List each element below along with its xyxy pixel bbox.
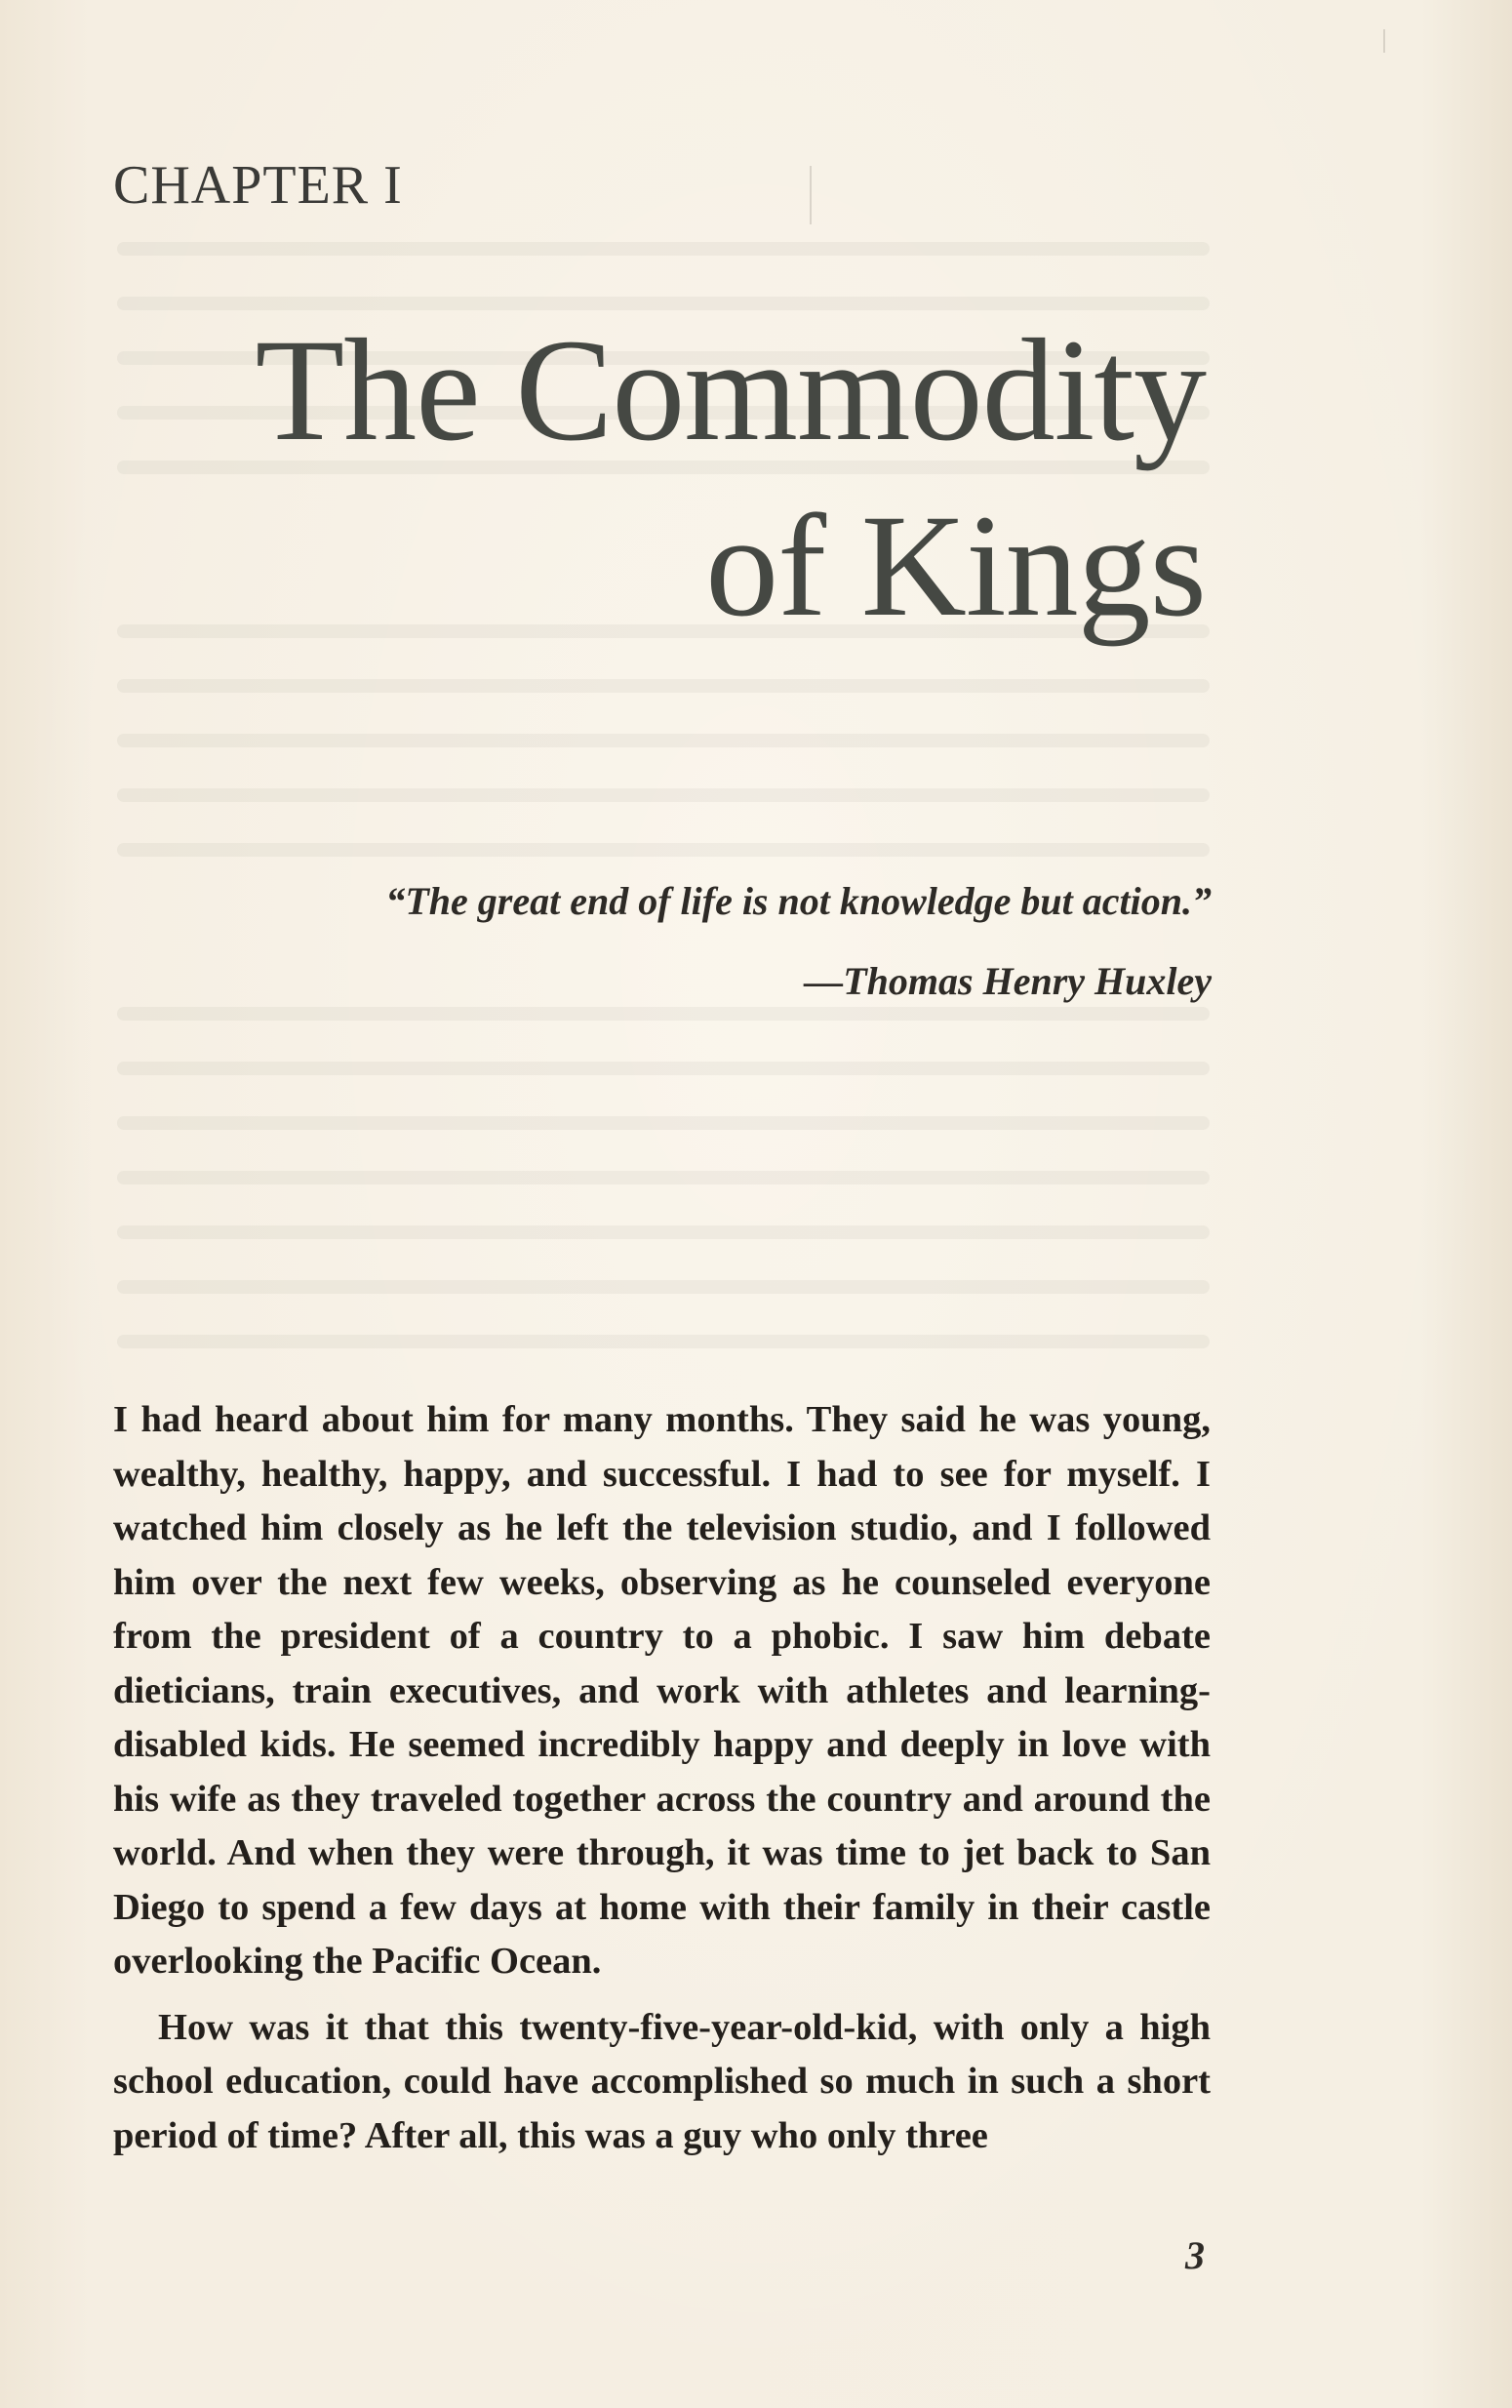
paragraph: I had heard about him for many months. They said he was young, wealthy, healthy, happy, and successful. I had to see for myself. I watched him closely as he left the television studio, and I followed him over the next few weeks, observing as he counseled everyone from the president of a country to a phobic. I saw him debate dieticians, train executives, and work with athletes and learning-disabled kids. He seemed incredibly happy and deeply in love with his wife as they traveled together across the country and around the world. And when they were through, it was time to jet back to San Diego to spend a few days at home with their family in their castle overlooking the Pacific Ocean. — [113, 1399, 1211, 1982]
scan-mark — [810, 166, 812, 224]
epigraph-author: —Thomas Henry Huxley — [804, 959, 1212, 1003]
show-through-line — [117, 1116, 1210, 1130]
show-through-line — [117, 1007, 1210, 1021]
show-through-line — [117, 679, 1210, 693]
scan-mark — [1383, 29, 1385, 53]
show-through-line — [117, 1225, 1210, 1239]
show-through-line — [117, 1335, 1210, 1348]
chapter-body — [113, 1393, 1211, 2163]
chapter-title-line-1: The Commodity — [255, 309, 1206, 471]
show-through-line — [117, 843, 1210, 857]
chapter-title-line-2: of Kings — [705, 485, 1206, 647]
show-through-line — [117, 297, 1210, 310]
paragraph: How was it that this twenty-five-year-old-kid, with only a high school education, could have accomplished so much in such a short period of time? After all, this was a guy who only three — [113, 2006, 1211, 2156]
epigraph-quote: “The great end of life is not knowledge but action.” — [385, 879, 1212, 923]
show-through-line — [117, 242, 1210, 256]
chapter-label: CHAPTER I — [113, 155, 403, 216]
show-through-line — [117, 1171, 1210, 1184]
show-through-line — [117, 1062, 1210, 1075]
page-number: 3 — [1185, 2233, 1205, 2277]
show-through-line — [117, 1280, 1210, 1294]
show-through-line — [117, 788, 1210, 802]
show-through-line — [117, 734, 1210, 747]
